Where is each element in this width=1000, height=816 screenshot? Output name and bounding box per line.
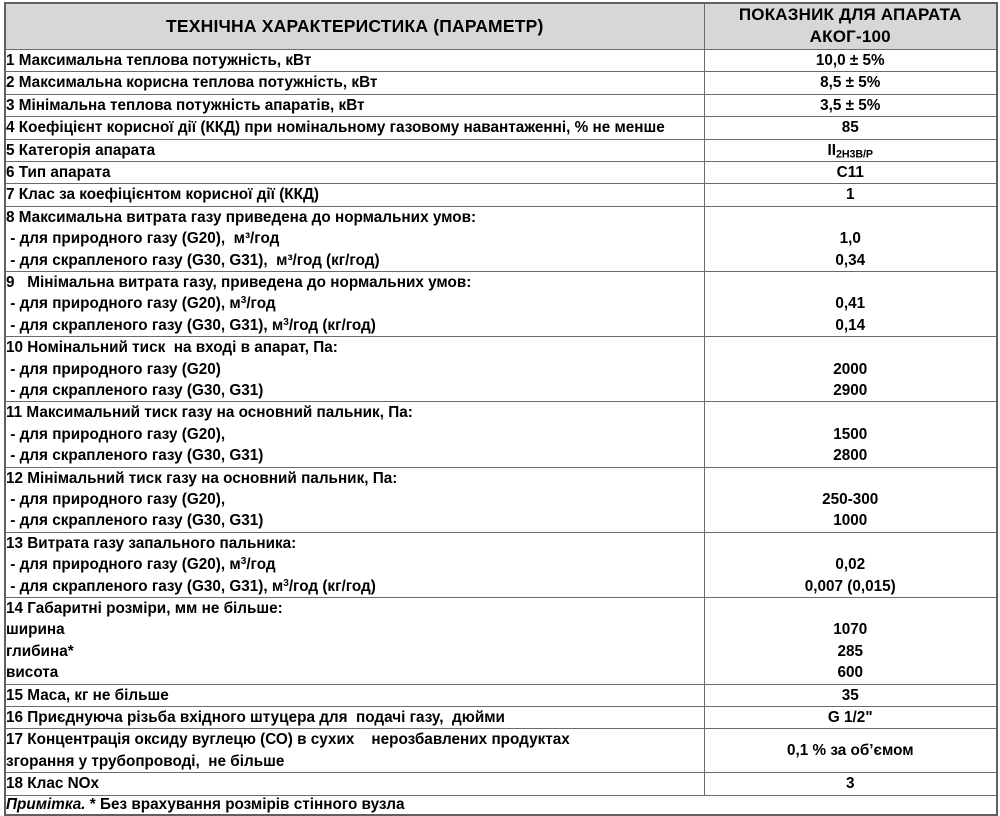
parameter-line: - для скрапленого газу (G30, G31), м³/год (кг/год) bbox=[6, 251, 380, 269]
parameter-line: 9 Мінімальна витрата газу, приведена до нормальних умов: bbox=[6, 273, 472, 291]
value-cell bbox=[704, 773, 997, 795]
value-line: 8,5 ± 5% bbox=[820, 74, 881, 92]
parameter-line: 7 Клас за коефіцієнтом корисної дії (ККД) bbox=[6, 186, 319, 204]
parameter-line: 12 Мінімальний тиск газу на основний пальник, Па: bbox=[6, 469, 398, 487]
value-line bbox=[705, 402, 997, 423]
parameter-cell bbox=[5, 139, 704, 161]
parameter-cell bbox=[5, 598, 704, 685]
value-line bbox=[705, 207, 997, 228]
table-row bbox=[5, 49, 997, 71]
parameter-cell bbox=[5, 729, 704, 773]
parameter-line: 17 Концентрація оксиду вуглецю (СО) в сухих нерозбавлених продуктах bbox=[6, 731, 570, 749]
parameter-cell bbox=[5, 271, 704, 336]
parameter-line: згорання у трубопроводі, не більше bbox=[6, 752, 285, 770]
parameter-line: - для природного газу (G20) bbox=[6, 360, 221, 378]
parameter-cell bbox=[5, 184, 704, 206]
value-cell bbox=[704, 532, 997, 597]
parameter-line: - для природного газу (G20), $м^3$/год bbox=[6, 295, 276, 313]
value-line bbox=[705, 468, 997, 489]
table-row bbox=[5, 337, 997, 402]
parameter-line: 15 Маса, кг не більше bbox=[6, 686, 169, 704]
value-cell bbox=[704, 139, 997, 161]
technical-specification-table bbox=[4, 2, 998, 816]
value-line: G 1/2" bbox=[827, 709, 873, 727]
value-cell bbox=[704, 206, 997, 271]
value-line: 1000 bbox=[833, 512, 868, 530]
table-row bbox=[5, 117, 997, 139]
value-cell bbox=[704, 161, 997, 183]
parameter-line: - для природного газу (G20), bbox=[6, 491, 226, 508]
value-cell bbox=[704, 337, 997, 402]
value-line: 2000 bbox=[833, 360, 868, 378]
parameter-cell bbox=[5, 684, 704, 706]
value-line bbox=[705, 533, 997, 554]
parameter-cell bbox=[5, 206, 704, 271]
value-line: 0,02 bbox=[835, 556, 866, 574]
parameter-line: глибина* bbox=[6, 642, 74, 660]
note-emphasis: Примітка. bbox=[6, 795, 86, 813]
value-cell bbox=[704, 684, 997, 706]
parameter-cell bbox=[5, 94, 704, 116]
value-line: 600 bbox=[837, 664, 864, 682]
value-cell bbox=[704, 402, 997, 467]
value-cell bbox=[704, 729, 997, 773]
parameter-line: ширина bbox=[6, 621, 65, 639]
parameter-line: - для природного газу (G20), $м^3$/год bbox=[6, 555, 276, 574]
parameter-line: висота bbox=[6, 664, 59, 682]
table-row bbox=[5, 72, 997, 94]
table-row bbox=[5, 729, 997, 773]
parameter-line: 8 Максимальна витрата газу приведена до нормальних умов: bbox=[6, 208, 477, 226]
parameter-cell bbox=[5, 532, 704, 597]
parameter-line: 13 Витрата газу запального пальника: bbox=[6, 534, 297, 552]
parameter-cell bbox=[5, 117, 704, 139]
table-row bbox=[5, 206, 997, 271]
value-cell bbox=[704, 598, 997, 685]
value-line: 2800 bbox=[833, 447, 868, 465]
parameter-line: - для скрапленого газу (G30, G31), $м^3$/год (кг/год) bbox=[6, 577, 376, 595]
parameter-cell bbox=[5, 773, 704, 795]
parameter-line: - для скрапленого газу (G30, G31), $м^3$/год (кг/год) bbox=[6, 316, 376, 334]
table-row bbox=[5, 773, 997, 795]
header-value-column bbox=[704, 3, 997, 49]
value-line: 250-300 bbox=[822, 491, 879, 508]
parameter-line: 11 Максимальний тиск газу на основний пальник, Па: bbox=[6, 404, 413, 422]
table-row bbox=[5, 707, 997, 729]
header-row bbox=[5, 3, 997, 49]
value-line: 2900 bbox=[833, 381, 868, 399]
table-row bbox=[5, 684, 997, 706]
value-line: 0,34 bbox=[835, 251, 866, 269]
table-body bbox=[5, 49, 997, 814]
parameter-line: - для природного газу (G20), bbox=[6, 425, 226, 443]
value-line: 35 bbox=[841, 686, 859, 704]
value-line bbox=[705, 598, 997, 619]
table-note bbox=[5, 795, 997, 815]
header-value-line-2: АКОГ-100 bbox=[809, 27, 891, 47]
parameter-line: - для скрапленого газу (G30, G31) bbox=[6, 447, 264, 465]
value-line: 1 bbox=[845, 186, 855, 204]
parameter-cell bbox=[5, 161, 704, 183]
header-value-line-1: ПОКАЗНИК ДЛЯ АПАРАТА bbox=[738, 5, 962, 24]
table-row bbox=[5, 161, 997, 183]
value-line: 0,1 % за об’ємом bbox=[786, 742, 914, 760]
value-cell bbox=[704, 94, 997, 116]
parameter-cell bbox=[5, 467, 704, 532]
value-cell bbox=[704, 271, 997, 336]
parameter-line: 16 Приєднуюча різьба вхідного штуцера для подачі газу, дюйми bbox=[6, 709, 505, 727]
table-row bbox=[5, 467, 997, 532]
value-line: 3,5 ± 5% bbox=[820, 96, 881, 114]
value-line: C11 bbox=[836, 163, 864, 181]
parameter-line: - для скрапленого газу (G30, G31) bbox=[6, 381, 264, 399]
parameter-line: 3 Мінімальна теплова потужність апаратів, кВт bbox=[6, 96, 365, 114]
value-line: 85 bbox=[841, 119, 859, 137]
parameter-cell bbox=[5, 402, 704, 467]
value-line: 0,14 bbox=[835, 316, 866, 334]
value-line: 1,0 bbox=[839, 230, 861, 248]
table-row bbox=[5, 271, 997, 336]
value-cell bbox=[704, 117, 997, 139]
table-row bbox=[5, 598, 997, 685]
table-row bbox=[5, 184, 997, 206]
header-parameter-column: ТЕХНІЧНА ХАРАКТЕРИСТИКА (ПАРАМЕТР) bbox=[5, 3, 704, 49]
parameter-cell bbox=[5, 72, 704, 94]
value-cell bbox=[704, 707, 997, 729]
value-line: 1070 bbox=[833, 621, 868, 639]
note-row bbox=[5, 795, 997, 815]
value-line: $II_{2H3B/P}$ bbox=[827, 141, 873, 160]
value-cell bbox=[704, 184, 997, 206]
note-text: * Без врахування розмірів стінного вузла bbox=[85, 795, 405, 813]
parameter-cell bbox=[5, 49, 704, 71]
table-header bbox=[5, 3, 997, 49]
value-line: 10,0 ± 5% bbox=[815, 51, 885, 69]
value-line: 3 bbox=[845, 775, 855, 793]
parameter-line: - для скрапленого газу (G30, G31) bbox=[6, 512, 264, 530]
value-line bbox=[705, 272, 997, 293]
parameter-line: 4 Коефіцієнт корисної дії (ККД) при номінальному газовому навантаженні, % не менше bbox=[6, 119, 665, 137]
parameter-line: 2 Максимальна корисна теплова потужність, кВт bbox=[6, 74, 378, 92]
table-row bbox=[5, 402, 997, 467]
table-row bbox=[5, 532, 997, 597]
value-cell bbox=[704, 49, 997, 71]
parameter-cell bbox=[5, 337, 704, 402]
value-cell bbox=[704, 72, 997, 94]
parameter-line: 6 Тип апарата bbox=[6, 163, 111, 181]
parameter-cell bbox=[5, 707, 704, 729]
value-line bbox=[705, 337, 997, 358]
parameter-line: - для природного газу (G20), м³/год bbox=[6, 230, 280, 248]
parameter-line: 18 Клас NOx bbox=[6, 775, 100, 793]
table-row bbox=[5, 139, 997, 161]
value-line: 0,007 (0,015) bbox=[804, 577, 896, 595]
table-row bbox=[5, 94, 997, 116]
parameter-line: 10 Номінальний тиск на вході в апарат, Па: bbox=[6, 339, 338, 357]
value-line: 1500 bbox=[833, 425, 868, 443]
parameter-line: 1 Максимальна теплова потужність, кВт bbox=[6, 51, 312, 69]
value-line: 0,41 bbox=[835, 295, 866, 313]
parameter-line: 14 Габаритні розміри, мм не більше: bbox=[6, 600, 283, 618]
value-cell bbox=[704, 467, 997, 532]
value-line: 285 bbox=[837, 642, 864, 660]
parameter-line: 5 Категорія апарата bbox=[6, 141, 156, 159]
